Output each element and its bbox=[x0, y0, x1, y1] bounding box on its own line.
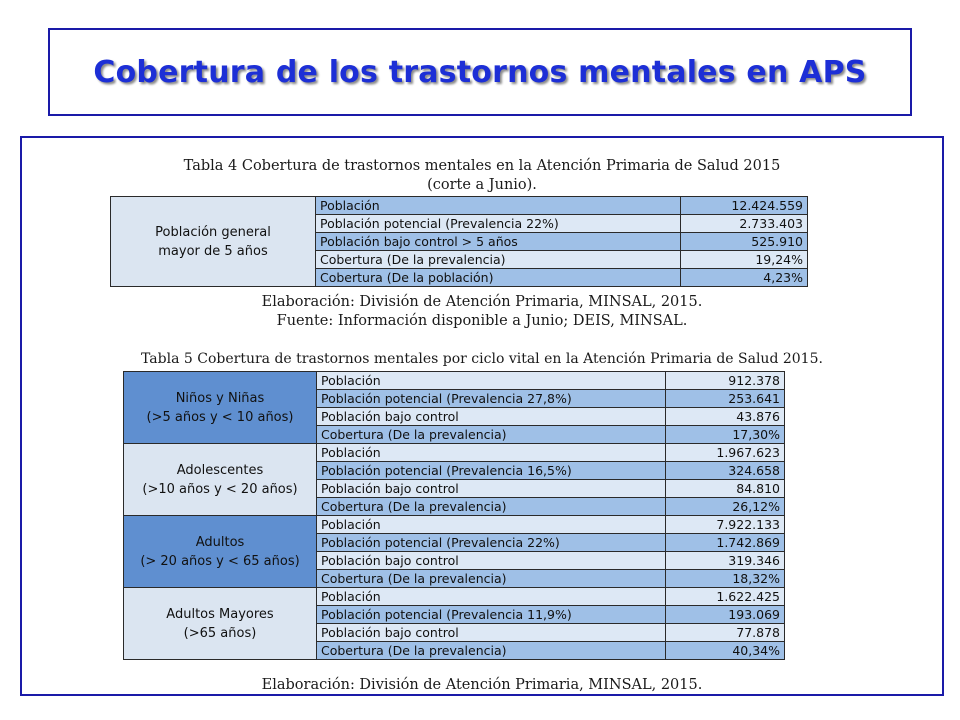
table5-note-elaboracion: Elaboración: División de Atención Primaria, MINSAL, 2015. bbox=[261, 677, 703, 693]
row-label: Población bbox=[316, 197, 681, 215]
table4-caption-line1: Tabla 4 Cobertura de trastornos mentales en la Atención Primaria de Salud 2015 bbox=[183, 158, 781, 174]
table4 bbox=[110, 196, 808, 287]
row-value: 43.876 bbox=[666, 408, 785, 426]
row-label: Población bajo control bbox=[317, 408, 666, 426]
table5-group-ninos bbox=[124, 372, 317, 444]
group-sublabel: (> 20 años y < 65 años) bbox=[140, 553, 300, 569]
row-label: Cobertura (De la prevalencia) bbox=[316, 251, 681, 269]
table5 bbox=[123, 371, 785, 660]
table4-note-elaboracion: Elaboración: División de Atención Primaria, MINSAL, 2015. bbox=[261, 294, 703, 310]
row-value: 2.733.403 bbox=[681, 215, 808, 233]
slide-title: Cobertura de los trastornos mentales en APS bbox=[93, 54, 867, 90]
table-row bbox=[111, 197, 808, 215]
row-value: 324.658 bbox=[666, 462, 785, 480]
row-label: Cobertura (De la prevalencia) bbox=[317, 570, 666, 588]
row-value: 1.967.623 bbox=[666, 444, 785, 462]
content-frame bbox=[20, 136, 944, 696]
row-value: 4,23% bbox=[681, 269, 808, 287]
row-value: 84.810 bbox=[666, 480, 785, 498]
group-sublabel: (>5 años y < 10 años) bbox=[146, 409, 294, 425]
row-value: 77.878 bbox=[666, 624, 785, 642]
row-label: Población potencial (Prevalencia 11,9%) bbox=[317, 606, 666, 624]
row-label: Población potencial (Prevalencia 16,5%) bbox=[317, 462, 666, 480]
group-label: Población general bbox=[155, 224, 271, 240]
group-label: Niños y Niñas bbox=[175, 390, 265, 406]
table5-caption: Tabla 5 Cobertura de trastornos mentales por ciclo vital en la Atención Primaria de Salud 2015. bbox=[141, 351, 823, 367]
row-value: 319.346 bbox=[666, 552, 785, 570]
table4-caption-line2: (corte a Junio). bbox=[427, 177, 537, 193]
row-label: Población potencial (Prevalencia 27,8%) bbox=[317, 390, 666, 408]
table5-group-adultos bbox=[124, 516, 317, 588]
row-label: Cobertura (De la prevalencia) bbox=[317, 498, 666, 516]
table-row bbox=[124, 588, 785, 606]
group-label: Adolescentes bbox=[176, 462, 264, 478]
row-label: Población bbox=[317, 372, 666, 390]
row-label: Población bbox=[317, 444, 666, 462]
table-row bbox=[124, 516, 785, 534]
row-label: Población bbox=[317, 516, 666, 534]
row-label: Cobertura (De la prevalencia) bbox=[317, 426, 666, 444]
row-value: 40,34% bbox=[666, 642, 785, 660]
row-value: 19,24% bbox=[681, 251, 808, 269]
row-label: Población bajo control bbox=[317, 624, 666, 642]
row-label: Cobertura (De la población) bbox=[316, 269, 681, 287]
row-value: 253.641 bbox=[666, 390, 785, 408]
row-label: Cobertura (De la prevalencia) bbox=[317, 642, 666, 660]
row-label: Población bajo control bbox=[317, 480, 666, 498]
group-label: Adultos Mayores bbox=[166, 606, 274, 622]
table-row bbox=[124, 372, 785, 390]
row-label: Población potencial (Prevalencia 22%) bbox=[317, 534, 666, 552]
row-value: 17,30% bbox=[666, 426, 785, 444]
group-sublabel: (>65 años) bbox=[183, 625, 257, 641]
row-label: Población bajo control bbox=[317, 552, 666, 570]
row-value: 525.910 bbox=[681, 233, 808, 251]
title-box bbox=[48, 28, 912, 116]
table4-group-cell bbox=[111, 197, 316, 287]
row-label: Población potencial (Prevalencia 22%) bbox=[316, 215, 681, 233]
row-label: Población bbox=[317, 588, 666, 606]
row-value: 912.378 bbox=[666, 372, 785, 390]
row-value: 7.922.133 bbox=[666, 516, 785, 534]
row-value: 1.622.425 bbox=[666, 588, 785, 606]
row-value: 18,32% bbox=[666, 570, 785, 588]
group-sublabel: (>10 años y < 20 años) bbox=[142, 481, 298, 497]
row-value: 26,12% bbox=[666, 498, 785, 516]
table5-group-adultos-mayores bbox=[124, 588, 317, 660]
row-value: 1.742.869 bbox=[666, 534, 785, 552]
table-row bbox=[124, 444, 785, 462]
row-value: 193.069 bbox=[666, 606, 785, 624]
group-label: Adultos bbox=[195, 534, 245, 550]
row-value: 12.424.559 bbox=[681, 197, 808, 215]
table4-note-fuente: Fuente: Información disponible a Junio; DEIS, MINSAL. bbox=[276, 313, 688, 329]
row-label: Población bajo control > 5 años bbox=[316, 233, 681, 251]
table5-group-adolescentes bbox=[124, 444, 317, 516]
group-sublabel: mayor de 5 años bbox=[158, 243, 268, 259]
